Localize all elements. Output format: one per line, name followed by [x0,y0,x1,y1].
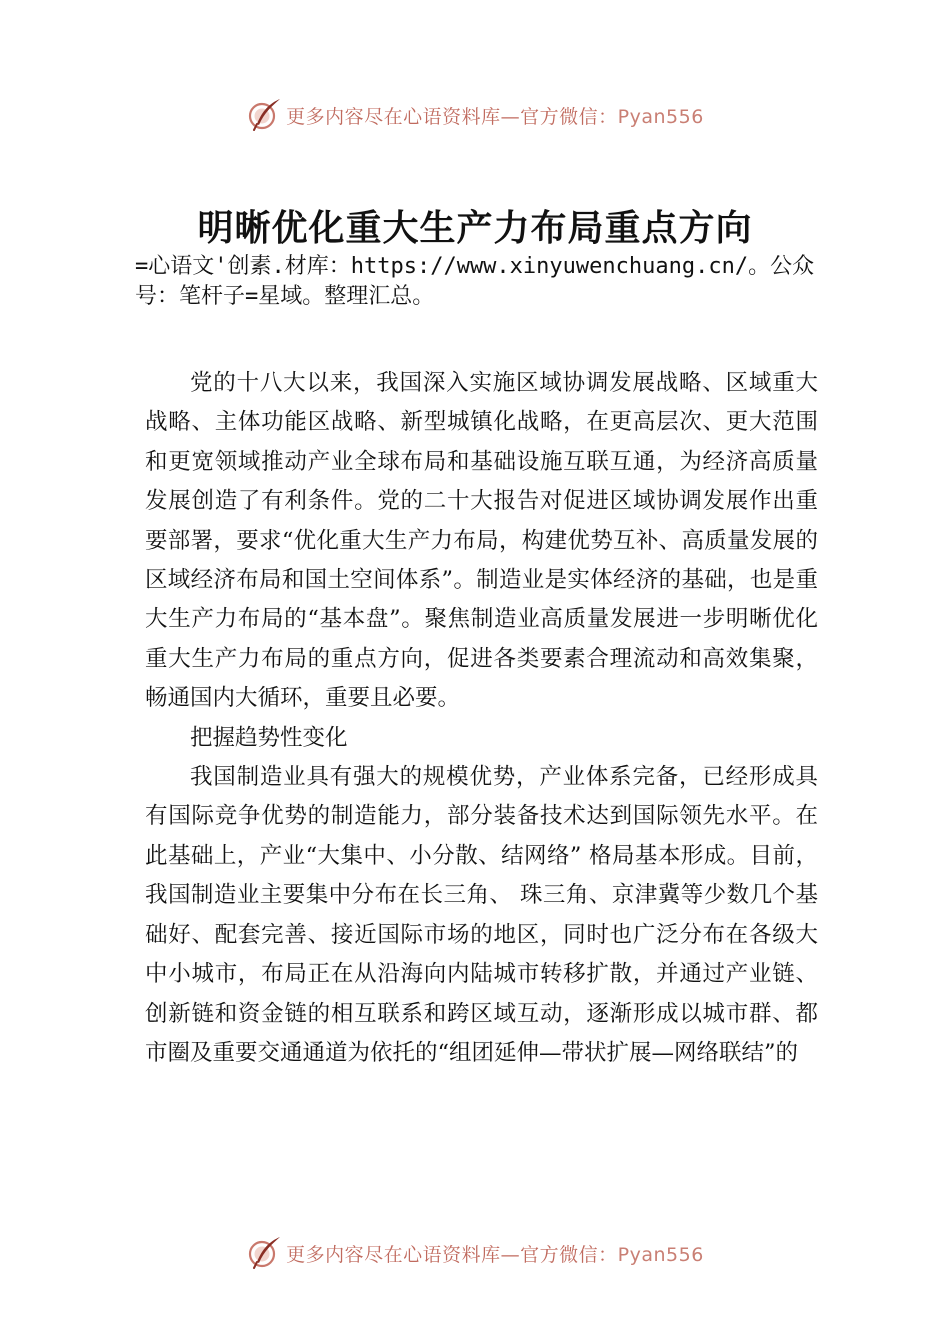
watermark-text: 更多内容尽在心语资料库—官方微信：Pyan556 [286,1243,704,1266]
paragraph-intro: 党的十八大以来，我国深入实施区域协调发展战略、区域重大战略、主体功能区战略、新型城镇化战略，在更高层次、更大范围和更宽领域推动产业全球布局和基础设施互联互通，为经济高质量发展创造了有利条件。党的二十大报告对促进区域协调发展作出重要部署，要求“优化重大生产力布局，构建优势互补、高质量发展的区域经济布局和国土空间体系”。制造业是实体经济的基础，也是重大生产力布局的“基本盘”。聚焦制造业高质量发展进一步明晰优化重大生产力布局的重点方向，促进各类要素合理流动和高效集聚， 畅通国内大循环，重要且必要。 [145,370,818,712]
document-body [145,364,818,1073]
paragraph-body: 我国制造业具有强大的规模优势，产业体系完备，已经形成具有国际竞争优势的制造能力，部分装备技术达到国际领先水平。在此基础上，产业“大集中、小分散、结网络” 格局基本形成。目前，我国制造业主要集中分布在长三角、 珠三角、京津冀等少数几个基础好、配套完善、接近国际市场的地区，同时也广泛分布在各级大中小城市，布局正在从沿海向内陆城市转移扩散，并通过产业链、创新链和资金链的相互联系和跨区域互动，逐渐形成以城市群、都市圈及重要交通通道为依托的“组团延伸—带状扩展—网络联结”的 [145,764,818,1066]
wechat-id: Pyan556 [617,105,704,128]
document-title: 明晰优化重大生产力布局重点方向 [197,207,753,249]
quill-logo-icon [246,97,282,133]
source-line: =心语文'创素.材库：https://www.xinyuwenchuang.cn/。公众号：笔杆子=星域。整理汇总。 [135,254,815,309]
watermark-banner-bottom [0,1233,950,1273]
section-heading: 把握趋势性变化 [190,724,348,751]
quill-logo-icon [246,1235,282,1271]
watermark-text: 更多内容尽在心语资料库—官方微信：Pyan556 [286,105,704,128]
wechat-id: Pyan556 [617,1243,704,1266]
watermark-banner-top [0,95,950,135]
